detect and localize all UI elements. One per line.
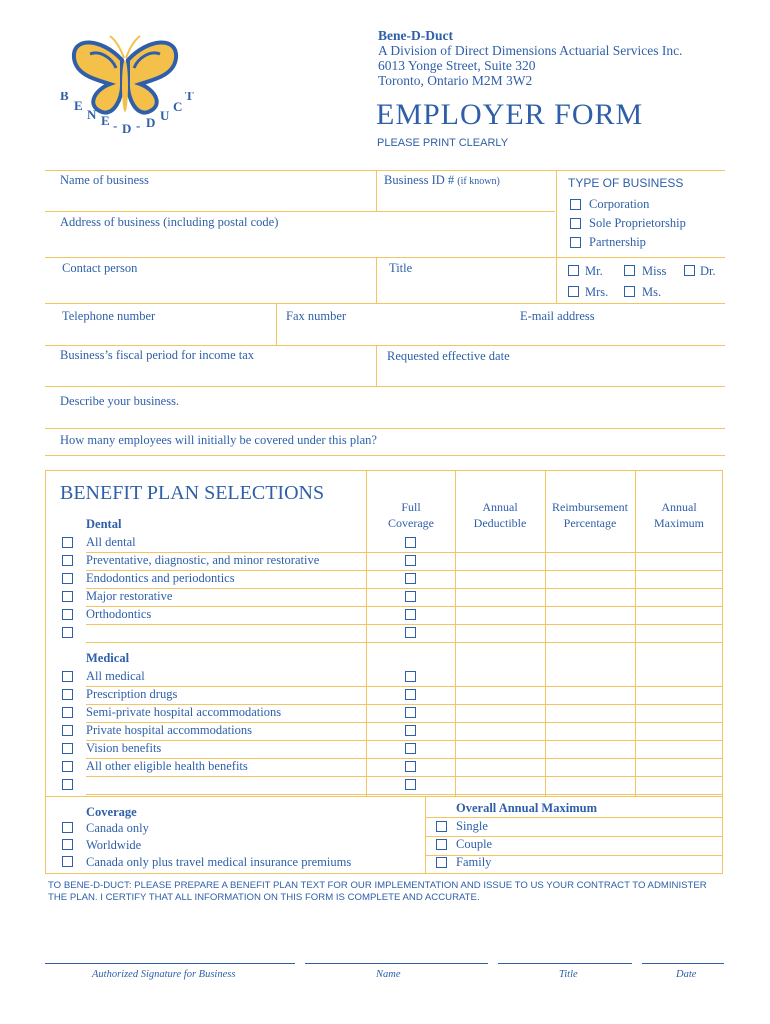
annual-maximum-header: Maximum <box>654 516 704 530</box>
dental-benefit-label: Orthodontics <box>86 607 152 621</box>
dental-annual-deductible-field[interactable] <box>456 624 544 641</box>
dental-select-checkbox[interactable] <box>62 591 73 602</box>
dental-reimbursement-percentage-field[interactable] <box>546 534 634 551</box>
reimbursement-percentage-header: Percentage <box>563 516 617 530</box>
title-label: Title <box>389 261 413 275</box>
dental-select-checkbox[interactable] <box>62 555 73 566</box>
telephone-label: Telephone number <box>62 309 156 323</box>
dental-reimbursement-percentage-field[interactable] <box>546 552 634 569</box>
fax-field[interactable] <box>278 325 508 344</box>
medical-benefit-label: All medical <box>86 669 145 683</box>
single-label: Single <box>456 819 488 833</box>
medical-reimbursement-percentage-field[interactable] <box>546 758 634 775</box>
type-of-business-heading: TYPE OF BUSINESS <box>568 176 684 190</box>
dental-annual-deductible-field[interactable] <box>456 534 544 551</box>
name-of-business-label: Name of business <box>60 173 149 187</box>
medical-full-coverage-checkbox[interactable] <box>405 779 416 790</box>
sole-proprietorship-checkbox[interactable] <box>570 218 581 229</box>
medical-select-checkbox[interactable] <box>62 689 73 700</box>
signature-label: Authorized Signature for Business <box>92 969 236 980</box>
title-field[interactable] <box>378 278 554 302</box>
mrs-checkbox[interactable] <box>568 286 579 297</box>
medical-benefit-label: Prescription drugs <box>86 687 178 701</box>
medical-full-coverage-checkbox[interactable] <box>405 707 416 718</box>
medical-full-coverage-checkbox[interactable] <box>405 671 416 682</box>
dental-full-coverage-checkbox[interactable] <box>405 609 416 620</box>
contact-person-field[interactable] <box>46 278 374 302</box>
medical-annual-deductible-field[interactable] <box>456 668 544 685</box>
medical-reimbursement-percentage-field[interactable] <box>546 704 634 721</box>
business-id-label: Business ID # <box>384 173 455 187</box>
corporation-label: Corporation <box>589 197 650 211</box>
medical-heading: Medical <box>86 651 130 665</box>
medical-reimbursement-percentage-field[interactable] <box>546 686 634 703</box>
row-rule <box>86 794 723 795</box>
dental-annual-maximum-field[interactable] <box>636 624 724 641</box>
couple-checkbox[interactable] <box>436 839 447 850</box>
medical-annual-deductible-field[interactable] <box>456 740 544 757</box>
dental-benefit-label: Endodontics and periodontics <box>86 571 235 585</box>
business-id-label-group <box>384 173 500 188</box>
mr-checkbox[interactable] <box>568 265 579 276</box>
medical-select-checkbox[interactable] <box>62 743 73 754</box>
date-label: Date <box>676 969 697 980</box>
mr-label: Mr. <box>585 264 603 278</box>
dental-full-coverage-checkbox[interactable] <box>405 537 416 548</box>
medical-reimbursement-percentage-field[interactable] <box>546 722 634 739</box>
dental-annual-maximum-field[interactable] <box>636 570 724 587</box>
worldwide-label: Worldwide <box>86 838 142 852</box>
canada-only-label: Canada only <box>86 821 149 835</box>
benefit-plan-heading: BENEFIT PLAN SELECTIONS <box>60 482 325 504</box>
signature-field[interactable] <box>45 935 295 962</box>
dental-reimbursement-percentage-field[interactable] <box>546 606 634 623</box>
svg-text:B E N: B E N E - D - D U C T <box>60 92 194 136</box>
medical-full-coverage-checkbox[interactable] <box>405 761 416 772</box>
medical-select-checkbox[interactable] <box>62 779 73 790</box>
logo-arc-text <box>54 92 199 148</box>
medical-annual-maximum-field[interactable] <box>636 722 724 739</box>
company-address-line1: 6013 Yonge Street, Suite 320 <box>378 58 536 73</box>
full-coverage-header: Full <box>401 500 421 514</box>
dr-checkbox[interactable] <box>684 265 695 276</box>
certification-text: TO BENE-D-DUCT: PLEASE PREPARE A BENEFIT PLAN TEXT FOR OUR IMPLEMENTATION AND ISSUE TO US YOUR CONTRACT TO ADMINISTER THE PLAN. I CERTIFY THAT ALL INFORMATION ON THIS FORM IS COMPLETE AND ACCURATE. <box>48 880 707 903</box>
full-coverage-header: Coverage <box>388 516 434 530</box>
fiscal-period-field[interactable] <box>46 365 374 385</box>
form-title: EMPLOYER FORM <box>376 98 644 131</box>
canada-travel-checkbox[interactable] <box>62 856 73 867</box>
contact-person-label: Contact person <box>62 261 138 275</box>
employees-covered-label: How many employees will initially be covered under this plan? <box>60 433 377 447</box>
medical-annual-maximum-field[interactable] <box>636 704 724 721</box>
annual-deductible-header: Annual <box>482 500 518 514</box>
dental-annual-maximum-field[interactable] <box>636 534 724 551</box>
mrs-label: Mrs. <box>585 285 609 299</box>
company-division: A Division of Direct Dimensions Actuarial Services Inc. <box>378 43 683 58</box>
address-label: Address of business (including postal code) <box>60 215 279 229</box>
medical-reimbursement-percentage-field[interactable] <box>546 668 634 685</box>
row-rule <box>86 642 723 643</box>
print-instruction: PLEASE PRINT CLEARLY <box>377 137 509 149</box>
fax-label: Fax number <box>286 309 347 323</box>
signer-title-field[interactable] <box>498 935 632 962</box>
partnership-label: Partnership <box>589 235 646 249</box>
medical-annual-maximum-field[interactable] <box>636 668 724 685</box>
canada-travel-label: Canada only plus travel medical insurance premiums <box>86 855 352 869</box>
ms-label: Ms. <box>642 285 662 299</box>
dental-benefit-label: Preventative, diagnostic, and minor restorative <box>86 553 320 567</box>
medical-reimbursement-percentage-field[interactable] <box>546 776 634 793</box>
medical-annual-deductible-field[interactable] <box>456 704 544 721</box>
dr-label: Dr. <box>700 264 716 278</box>
medical-benefit-label: All other eligible health benefits <box>86 759 248 773</box>
signer-title-label: Title <box>559 969 578 980</box>
email-label: E-mail address <box>520 309 595 323</box>
overall-max-heading: Overall Annual Maximum <box>456 801 597 815</box>
name-label: Name <box>376 969 401 980</box>
family-checkbox[interactable] <box>436 857 447 868</box>
medical-full-coverage-checkbox[interactable] <box>405 725 416 736</box>
medical-benefit-label: Semi-private hospital accommodations <box>86 705 282 719</box>
medical-annual-deductible-field[interactable] <box>456 776 544 793</box>
dental-annual-maximum-field[interactable] <box>636 588 724 605</box>
medical-benefit-label: Private hospital accommodations <box>86 723 252 737</box>
dental-benefit-label: Major restorative <box>86 589 173 603</box>
dental-full-coverage-checkbox[interactable] <box>405 627 416 638</box>
dental-select-checkbox[interactable] <box>62 609 73 620</box>
medical-annual-maximum-field[interactable] <box>636 686 724 703</box>
dental-annual-maximum-field[interactable] <box>636 606 724 623</box>
corporation-checkbox[interactable] <box>570 199 581 210</box>
describe-business-label: Describe your business. <box>60 394 180 408</box>
dental-full-coverage-checkbox[interactable] <box>405 573 416 584</box>
coverage-heading: Coverage <box>86 805 137 819</box>
couple-label: Couple <box>456 837 493 851</box>
dental-benefit-label: All dental <box>86 535 136 549</box>
company-address-line2: Toronto, Ontario M2M 3W2 <box>378 73 533 88</box>
business-id-note: (if known) <box>457 176 500 187</box>
ms-checkbox[interactable] <box>624 286 635 297</box>
sole-proprietorship-label: Sole Proprietorship <box>589 216 686 230</box>
miss-label: Miss <box>642 264 667 278</box>
annual-maximum-header: Annual <box>661 500 697 514</box>
business-id-field[interactable] <box>378 188 554 210</box>
miss-checkbox[interactable] <box>624 265 635 276</box>
single-checkbox[interactable] <box>436 821 447 832</box>
describe-business-field[interactable] <box>46 410 724 427</box>
medical-annual-maximum-field[interactable] <box>636 740 724 757</box>
signature-date-field[interactable] <box>642 935 724 962</box>
medical-annual-deductible-field[interactable] <box>456 722 544 739</box>
family-label: Family <box>456 855 492 869</box>
dental-heading: Dental <box>86 517 122 531</box>
medical-annual-maximum-field[interactable] <box>636 776 724 793</box>
dental-reimbursement-percentage-field[interactable] <box>546 570 634 587</box>
reimbursement-percentage-header: Reimbursement <box>552 500 628 514</box>
annual-deductible-header: Deductible <box>473 516 527 530</box>
medical-annual-deductible-field[interactable] <box>456 686 544 703</box>
medical-select-checkbox[interactable] <box>62 707 73 718</box>
medical-full-coverage-checkbox[interactable] <box>405 743 416 754</box>
dental-reimbursement-percentage-field[interactable] <box>546 624 634 641</box>
dental-annual-deductible-field[interactable] <box>456 552 544 569</box>
dental-full-coverage-checkbox[interactable] <box>405 555 416 566</box>
medical-benefit-label: Vision benefits <box>86 741 162 755</box>
telephone-field[interactable] <box>46 325 274 344</box>
medical-select-checkbox[interactable] <box>62 761 73 772</box>
medical-reimbursement-percentage-field[interactable] <box>546 740 634 757</box>
dental-full-coverage-checkbox[interactable] <box>405 591 416 602</box>
company-name: Bene-D-Duct <box>378 28 453 43</box>
medical-annual-maximum-field[interactable] <box>636 758 724 775</box>
medical-select-checkbox[interactable] <box>62 671 73 682</box>
dental-annual-maximum-field[interactable] <box>636 552 724 569</box>
effective-date-field[interactable] <box>378 365 724 385</box>
medical-select-checkbox[interactable] <box>62 725 73 736</box>
dental-select-checkbox[interactable] <box>62 537 73 548</box>
dental-annual-deductible-field[interactable] <box>456 570 544 587</box>
worldwide-checkbox[interactable] <box>62 839 73 850</box>
signer-name-field[interactable] <box>305 935 488 962</box>
partnership-checkbox[interactable] <box>570 237 581 248</box>
dental-reimbursement-percentage-field[interactable] <box>546 588 634 605</box>
medical-annual-deductible-field[interactable] <box>456 758 544 775</box>
canada-only-checkbox[interactable] <box>62 822 73 833</box>
address-field[interactable] <box>46 232 554 256</box>
business-name-field[interactable] <box>46 188 374 210</box>
email-field[interactable] <box>512 325 724 344</box>
company-logo <box>50 28 200 148</box>
dental-annual-deductible-field[interactable] <box>456 606 544 623</box>
dental-annual-deductible-field[interactable] <box>456 588 544 605</box>
effective-date-label: Requested effective date <box>387 349 510 363</box>
dental-select-checkbox[interactable] <box>62 627 73 638</box>
fiscal-period-label: Business’s fiscal period for income tax <box>60 348 255 362</box>
dental-select-checkbox[interactable] <box>62 573 73 584</box>
medical-full-coverage-checkbox[interactable] <box>405 689 416 700</box>
